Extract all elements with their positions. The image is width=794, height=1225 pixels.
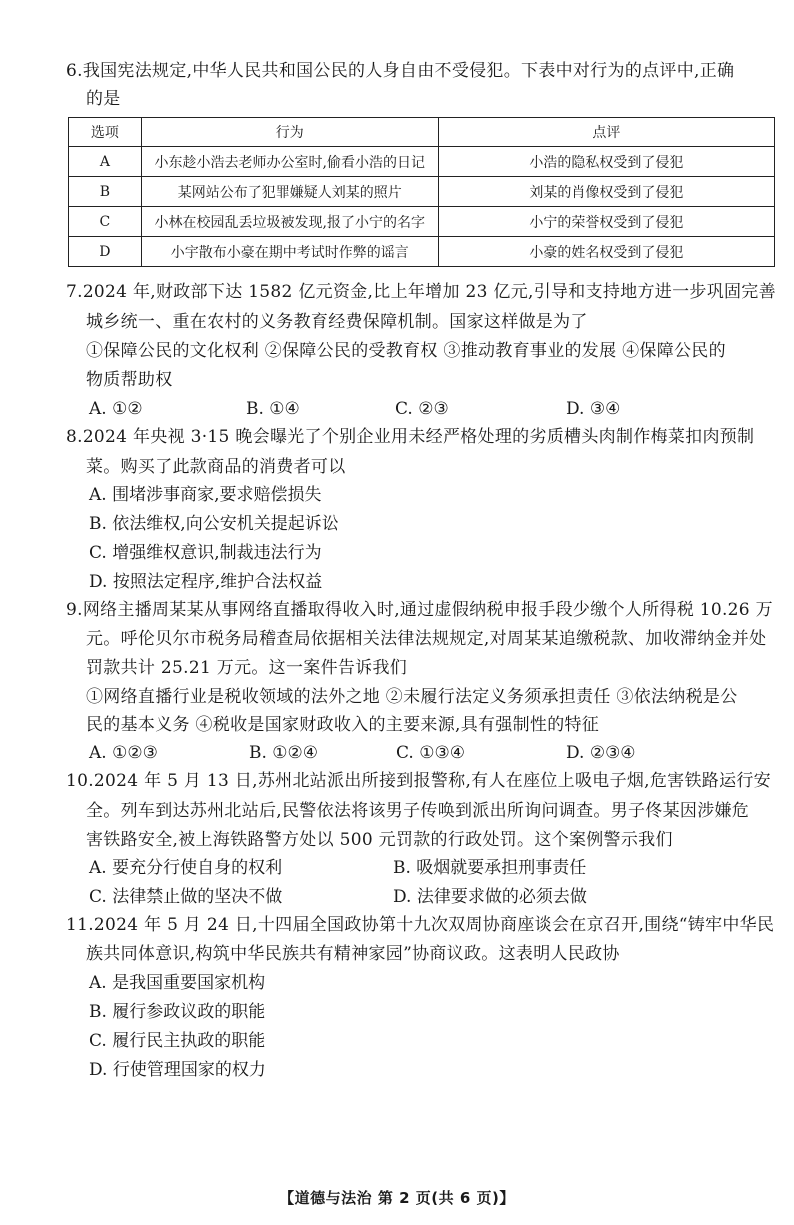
q9-option-d[interactable]: D. ②③④ bbox=[566, 743, 636, 763]
table-cell: A bbox=[69, 147, 142, 177]
q8-option-d[interactable]: D. 按照法定程序,维护合法权益 bbox=[89, 572, 323, 592]
table-header-cell: 选项 bbox=[69, 118, 142, 147]
table-cell: 小东趁小浩去老师办公室时,偷看小浩的日记 bbox=[141, 147, 438, 177]
q8-option-c[interactable]: C. 增强维权意识,制裁违法行为 bbox=[89, 543, 322, 563]
table-cell: 小宁的荣誉权受到了侵犯 bbox=[438, 207, 774, 237]
q7-option-a[interactable]: A. ①② bbox=[89, 399, 143, 419]
table-row bbox=[69, 177, 775, 207]
q8-option-a[interactable]: A. 围堵涉事商家,要求赔偿损失 bbox=[89, 485, 322, 505]
q9-option-c[interactable]: C. ①③④ bbox=[396, 743, 465, 763]
q11-option-b[interactable]: B. 履行参政议政的职能 bbox=[89, 1002, 266, 1022]
table-cell: 刘某的肖像权受到了侵犯 bbox=[438, 177, 774, 207]
table-row bbox=[69, 207, 775, 237]
table-cell: 小豪的姓名权受到了侵犯 bbox=[438, 237, 774, 267]
q11-stem-line2: 族共同体意识,构筑中华民族共有精神家园”协商议政。这表明人民政协 bbox=[86, 944, 620, 964]
q9-statements-line1: ①网络直播行业是税收领域的法外之地 ②未履行法定义务须承担责任 ③依法纳税是公 bbox=[86, 687, 738, 707]
q7-option-b[interactable]: B. ①④ bbox=[246, 399, 300, 419]
q10-stem-line2: 全。列车到达苏州北站后,民警依法将该男子传唤到派出所询问调查。男子佟某因涉嫌危 bbox=[86, 801, 750, 821]
q9-option-b[interactable]: B. ①②④ bbox=[249, 743, 319, 763]
table-header-cell: 行为 bbox=[141, 118, 438, 147]
table-cell: 小浩的隐私权受到了侵犯 bbox=[438, 147, 774, 177]
q7-statements-line2: 物质帮助权 bbox=[86, 370, 173, 390]
page-footer: 【道德与法治 第 2 页(共 6 页)】 bbox=[279, 1189, 515, 1207]
q8-stem-line1: 8.2024 年央视 3·15 晚会曝光了个别企业用未经严格处理的劣质槽头肉制作梅菜扣肉预制 bbox=[66, 427, 755, 447]
q10-stem-line3: 害铁路安全,被上海铁路警方处以 500 元罚款的行政处罚。这个案例警示我们 bbox=[86, 830, 673, 850]
q8-stem-line2: 菜。购买了此款商品的消费者可以 bbox=[86, 457, 346, 477]
q8-option-b[interactable]: B. 依法维权,向公安机关提起诉讼 bbox=[89, 514, 339, 534]
q11-option-c[interactable]: C. 履行民主执政的职能 bbox=[89, 1031, 266, 1051]
table-cell: 小宇散布小豪在期中考试时作弊的谣言 bbox=[141, 237, 438, 267]
q9-statements-line2: 民的基本义务 ④税收是国家财政收入的主要来源,具有强制性的特征 bbox=[86, 715, 600, 735]
table-cell: B bbox=[69, 177, 142, 207]
q10-option-c[interactable]: C. 法律禁止做的坚决不做 bbox=[89, 887, 283, 907]
table-header-cell: 点评 bbox=[438, 118, 774, 147]
table-cell: D bbox=[69, 237, 142, 267]
table-row bbox=[69, 147, 775, 177]
q9-stem-line3: 罚款共计 25.21 万元。这一案件告诉我们 bbox=[86, 658, 408, 678]
q7-option-c[interactable]: C. ②③ bbox=[395, 399, 449, 419]
q11-stem-line1: 11.2024 年 5 月 24 日,十四届全国政协第十九次双周协商座谈会在京召开,围绕“铸牢中华民 bbox=[66, 915, 775, 935]
q9-option-a[interactable]: A. ①②③ bbox=[89, 743, 158, 763]
q9-stem-line2: 元。呼伦贝尔市税务局稽查局依据相关法律法规规定,对周某某追缴税款、加收滞纳金并处 bbox=[86, 629, 767, 649]
q7-option-d[interactable]: D. ③④ bbox=[566, 399, 621, 419]
q7-stem-line2: 城乡统一、重在农村的义务教育经费保障机制。国家这样做是为了 bbox=[86, 312, 588, 332]
table-cell: 小林在校园乱丢垃圾被发现,报了小宁的名字 bbox=[141, 207, 438, 237]
q11-option-a[interactable]: A. 是我国重要国家机构 bbox=[89, 973, 266, 993]
q7-statements-line1: ①保障公民的文化权利 ②保障公民的受教育权 ③推动教育事业的发展 ④保障公民的 bbox=[86, 341, 726, 361]
q10-option-b[interactable]: B. 吸烟就要承担刑事责任 bbox=[393, 858, 587, 878]
q10-option-a[interactable]: A. 要充分行使自身的权利 bbox=[89, 858, 283, 878]
table-cell: C bbox=[69, 207, 142, 237]
q11-option-d[interactable]: D. 行使管理国家的权力 bbox=[89, 1060, 266, 1080]
q10-option-d[interactable]: D. 法律要求做的必须去做 bbox=[393, 887, 587, 907]
table-header-row bbox=[69, 118, 775, 147]
q6-stem-line1: 6.我国宪法规定,中华人民共和国公民的人身自由不受侵犯。下表中对行为的点评中,正确 bbox=[66, 61, 735, 81]
table-cell: 某网站公布了犯罪嫌疑人刘某的照片 bbox=[141, 177, 438, 207]
q10-stem-line1: 10.2024 年 5 月 13 日,苏州北站派出所接到报警称,有人在座位上吸电子烟,危害铁路运行安 bbox=[66, 771, 771, 791]
q7-stem-line1: 7.2024 年,财政部下达 1582 亿元资金,比上年增加 23 亿元,引导和支持地方进一步巩固完善 bbox=[66, 282, 776, 302]
q6-stem-line2: 的是 bbox=[86, 89, 121, 109]
q9-stem-line1: 9.网络主播周某某从事网络直播取得收入时,通过虚假纳税申报手段少缴个人所得税 10.26 万 bbox=[66, 600, 773, 620]
table-row bbox=[69, 237, 775, 267]
q6-table bbox=[68, 117, 775, 267]
